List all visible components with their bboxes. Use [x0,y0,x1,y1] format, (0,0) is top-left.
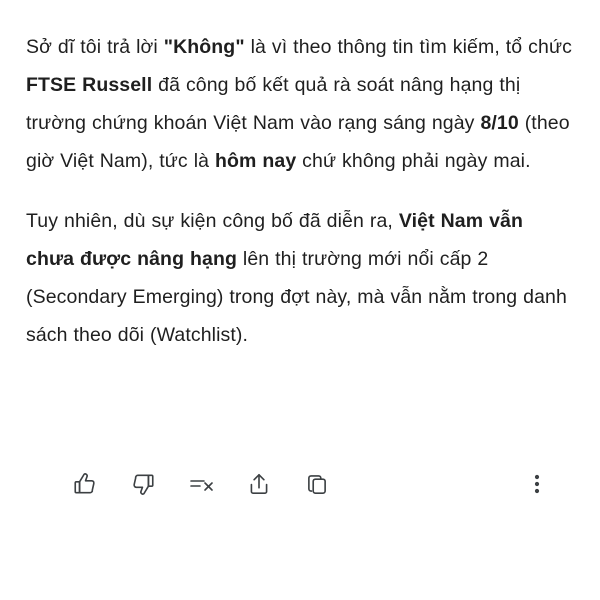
content-spacer [26,354,574,454]
thumbs-up-icon [72,471,98,497]
emphasis-text: 8/10 [480,112,519,134]
more-options-icon [534,471,540,497]
emphasis-text: Việt Nam vẫn chưa được nâng hạng [26,210,523,270]
body-text: (theo giờ Việt Nam), tức là [26,112,570,172]
share-button[interactable] [230,460,288,508]
thumbs-down-icon [130,471,156,497]
thumbs-up-button[interactable] [56,460,114,508]
emphasis-text: hôm nay [214,150,297,172]
answer-paragraph-1 [26,28,574,180]
copy-icon [304,471,330,497]
body-text: chứ không phải ngày mai. [296,150,531,172]
body-text: Sở dĩ tôi trả lời [26,36,164,58]
more-options-button[interactable] [522,460,552,508]
body-text: là vì theo thông tin tìm kiếm, tổ chức [244,36,572,58]
regenerate-icon [187,471,215,497]
emphasis-text: FTSE Russell [26,74,153,96]
emphasis-text: "Không" [163,36,245,58]
body-text: đã công bố kết quả rà soát nâng hạng thị trường chứng khoán Việt Nam vào rạng sáng ngày [26,74,521,134]
answer-action-bar [26,454,574,514]
body-text: lên thị trường mới nổi cấp 2 (Secondary Emerging) trong đợt này, mà vẫn nằm trong danh sách theo dõi (Watchlist). [26,248,567,346]
copy-button[interactable] [288,460,346,508]
regenerate-button[interactable] [172,460,230,508]
thumbs-down-button[interactable] [114,460,172,508]
share-icon [246,471,272,497]
bottom-empty-area [26,514,574,600]
body-text: Tuy nhiên, dù sự kiện công bố đã diễn ra, [26,210,399,232]
answer-body [26,28,574,354]
answer-paragraph-2 [26,202,574,354]
